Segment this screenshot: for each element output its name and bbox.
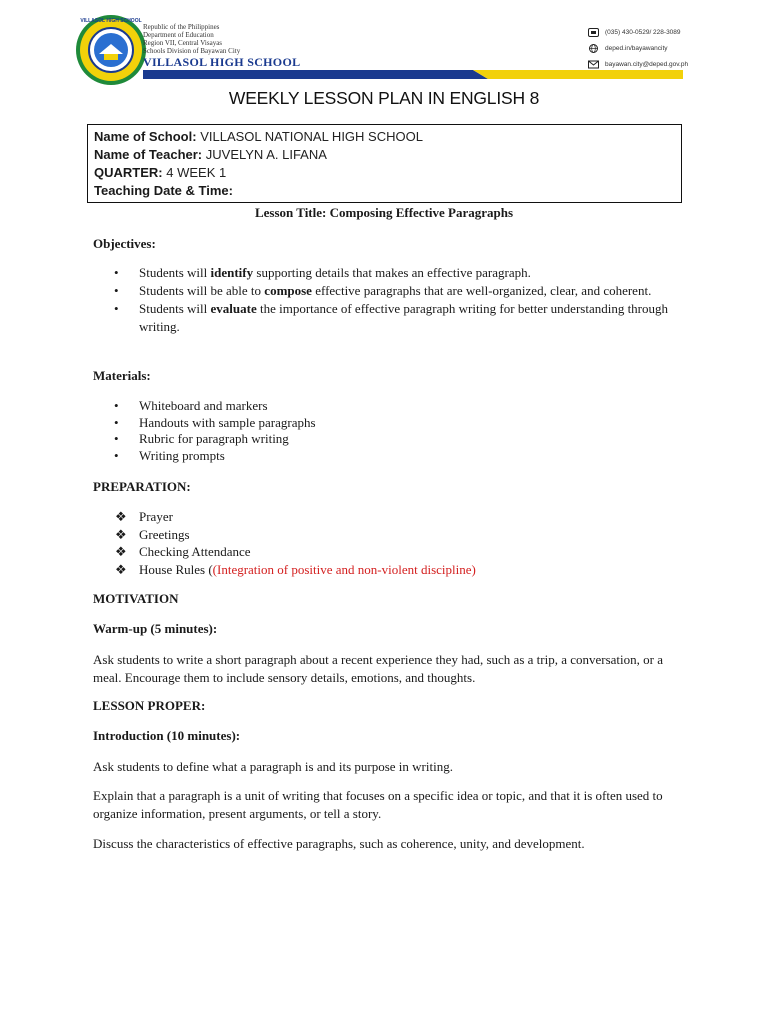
- header-color-stripe: [143, 70, 683, 79]
- info-box: [87, 124, 682, 203]
- list-item: • Students will evaluate the importance of effective paragraph writing for better understanding through writing.: [114, 301, 669, 334]
- bullet-icon: •: [114, 431, 119, 446]
- warmup-heading: Warm-up (5 minutes):: [93, 621, 218, 636]
- list-item: • Students will be able to compose effective paragraphs that are well-organized, clear, and coherent.: [114, 283, 652, 298]
- bullet-icon: •: [114, 447, 119, 463]
- list-item: • Rubric for paragraph writing: [114, 431, 289, 446]
- info-row-school: [94, 128, 675, 146]
- intro-paragraph-3: Discuss the characteristics of effective paragraphs, such as coherence, unity, and development.: [93, 836, 585, 851]
- materials-list: [93, 398, 678, 464]
- bullet-icon: •: [114, 414, 119, 430]
- objectives-list: [93, 264, 678, 336]
- info-label: Teaching Date & Time:: [94, 183, 233, 198]
- list-item: ❖ Checking Attendance: [115, 544, 251, 560]
- warmup-text: Ask students to write a short paragraph about a recent experience they had, such as a trip, a conversation, or a meal. Encourage them to include sensory details, emotions, and thoughts.: [93, 652, 663, 685]
- preparation-heading: PREPARATION:: [93, 479, 191, 494]
- lesson-title: Lesson Title: Composing Effective Paragraphs: [254, 205, 514, 220]
- contact-web-text: deped.in/bayawancity: [605, 45, 668, 53]
- preparation-list: [93, 508, 678, 579]
- intro-paragraph-2: Explain that a paragraph is a unit of writing that focuses on a specific idea or topic, and that it is often used to organize information, present arguments, or tell a story.: [93, 788, 663, 821]
- list-item: • Handouts with sample paragraphs: [114, 414, 316, 430]
- info-label: Name of Teacher:: [94, 147, 203, 162]
- materials-heading: Materials:: [93, 368, 151, 383]
- info-row-quarter: [94, 164, 675, 182]
- info-value: 4 WEEK 1: [166, 165, 227, 180]
- contact-phone: [588, 28, 681, 37]
- info-value: JUVELYN A. LIFANA: [205, 147, 327, 162]
- list-item: • Whiteboard and markers: [114, 398, 268, 413]
- phone-icon: [588, 28, 599, 37]
- header-line: Region VII, Central Visayas: [143, 39, 223, 47]
- contact-phone-text: (035) 430-0529/ 228-3089: [605, 29, 681, 37]
- header-school-name: VILLASOL HIGH SCHOOL: [143, 55, 301, 69]
- objectives-heading: Objectives:: [93, 236, 156, 251]
- list-item: ❖ House Rules ((Integration of positive and non-violent discipline): [115, 562, 476, 578]
- info-label: Name of School:: [94, 129, 197, 144]
- seal-ring-text: VILLASOL HIGH SCHOOL: [80, 18, 142, 24]
- list-item: • Students will identify supporting details that makes an effective paragraph.: [114, 265, 531, 280]
- school-seal-logo: [75, 14, 147, 86]
- header-line: Schools Division of Bayawan City: [143, 47, 241, 55]
- intro-paragraph-1: Ask students to define what a paragraph is and its purpose in writing.: [93, 759, 453, 774]
- header-agency-block: [143, 23, 240, 55]
- diamond-bullet-icon: ❖: [115, 562, 127, 578]
- document-title: WEEKLY LESSON PLAN IN ENGLISH 8: [228, 88, 540, 108]
- info-label: QUARTER:: [94, 165, 163, 180]
- bullet-icon: •: [114, 283, 119, 298]
- info-row-teacher: [94, 146, 675, 164]
- info-row-date: [94, 182, 675, 200]
- globe-icon: [588, 44, 599, 53]
- diamond-bullet-icon: ❖: [115, 544, 127, 560]
- header-line: Republic of the Philippines: [143, 23, 220, 31]
- lesson-proper-heading: LESSON PROPER:: [93, 698, 206, 713]
- contact-email: [588, 60, 688, 69]
- list-item: ❖ Greetings: [115, 526, 190, 542]
- mail-icon: [588, 60, 599, 69]
- list-item: • Writing prompts: [114, 447, 225, 463]
- contact-email-text: bayawan.city@deped.gov.ph: [605, 61, 689, 69]
- motivation-heading: MOTIVATION: [93, 591, 179, 606]
- bullet-icon: •: [114, 398, 119, 413]
- diamond-bullet-icon: ❖: [115, 509, 127, 524]
- header-line: Department of Education: [143, 31, 214, 39]
- list-item: ❖ Prayer: [115, 509, 173, 524]
- bullet-icon: •: [114, 301, 119, 316]
- discipline-note: (Integration of positive and non-violent discipline): [212, 562, 476, 578]
- info-value: VILLASOL NATIONAL HIGH SCHOOL: [200, 129, 423, 144]
- contact-web: [588, 44, 668, 53]
- introduction-heading: Introduction (10 minutes):: [93, 728, 241, 743]
- bullet-icon: •: [114, 265, 119, 280]
- diamond-bullet-icon: ❖: [115, 526, 127, 542]
